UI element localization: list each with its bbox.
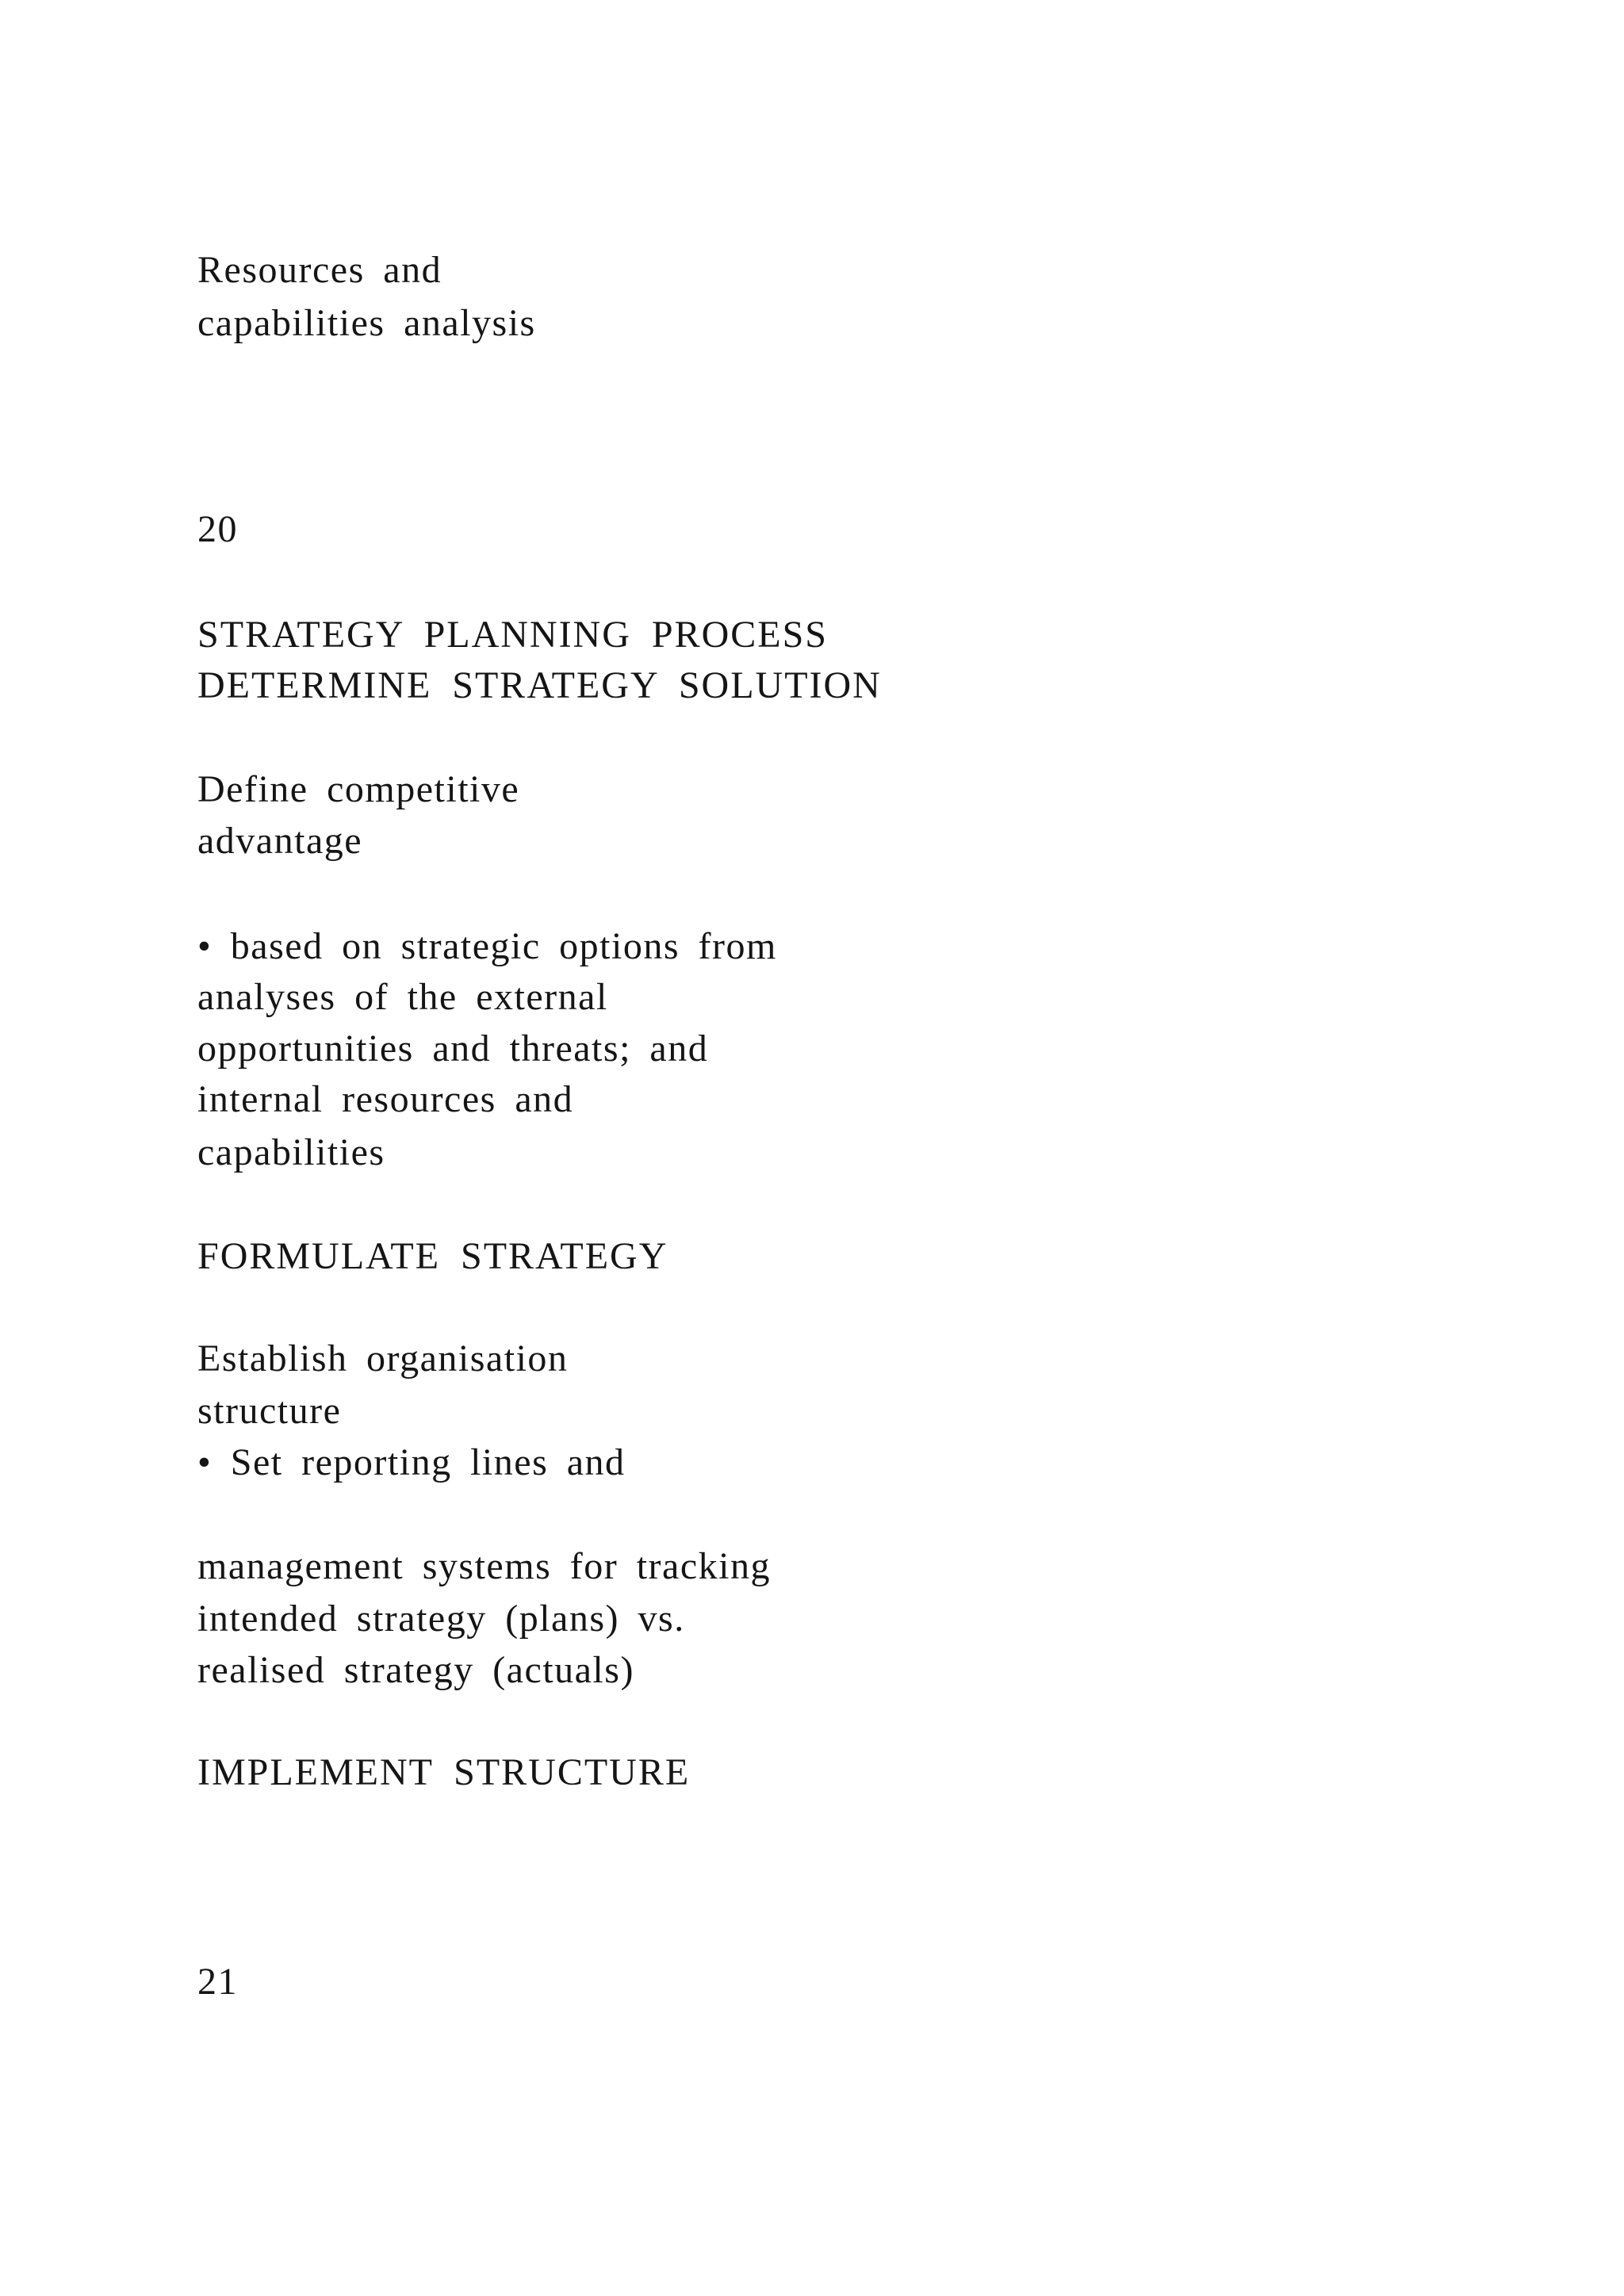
section-title: STRATEGY PLANNING PROCESS bbox=[197, 614, 828, 656]
define-advantage-line: Define competitive bbox=[197, 768, 520, 810]
management-line: realised strategy (actuals) bbox=[197, 1649, 634, 1691]
establish-structure-line: structure bbox=[197, 1390, 342, 1432]
page-number: 20 bbox=[197, 508, 238, 550]
management-line: management systems for tracking bbox=[197, 1545, 771, 1587]
bullet-line: analyses of the external bbox=[197, 976, 608, 1018]
bullet-line: • Set reporting lines and bbox=[197, 1441, 626, 1483]
bullet-line: opportunities and threats; and bbox=[197, 1027, 709, 1070]
bullet-line: • based on strategic options from bbox=[197, 925, 777, 967]
implement-heading: IMPLEMENT STRUCTURE bbox=[197, 1751, 691, 1793]
define-advantage-line: advantage bbox=[197, 820, 363, 862]
bullet-line: capabilities bbox=[197, 1131, 385, 1173]
establish-structure-line: Establish organisation bbox=[197, 1337, 569, 1380]
intro-line: Resources and bbox=[197, 249, 442, 291]
bullet-line: internal resources and bbox=[197, 1078, 574, 1120]
formulate-heading: FORMULATE STRATEGY bbox=[197, 1235, 668, 1277]
management-line: intended strategy (plans) vs. bbox=[197, 1598, 685, 1640]
page-number: 21 bbox=[197, 1961, 238, 2003]
intro-line: capabilities analysis bbox=[197, 302, 536, 344]
section-subtitle: DETERMINE STRATEGY SOLUTION bbox=[197, 664, 882, 706]
